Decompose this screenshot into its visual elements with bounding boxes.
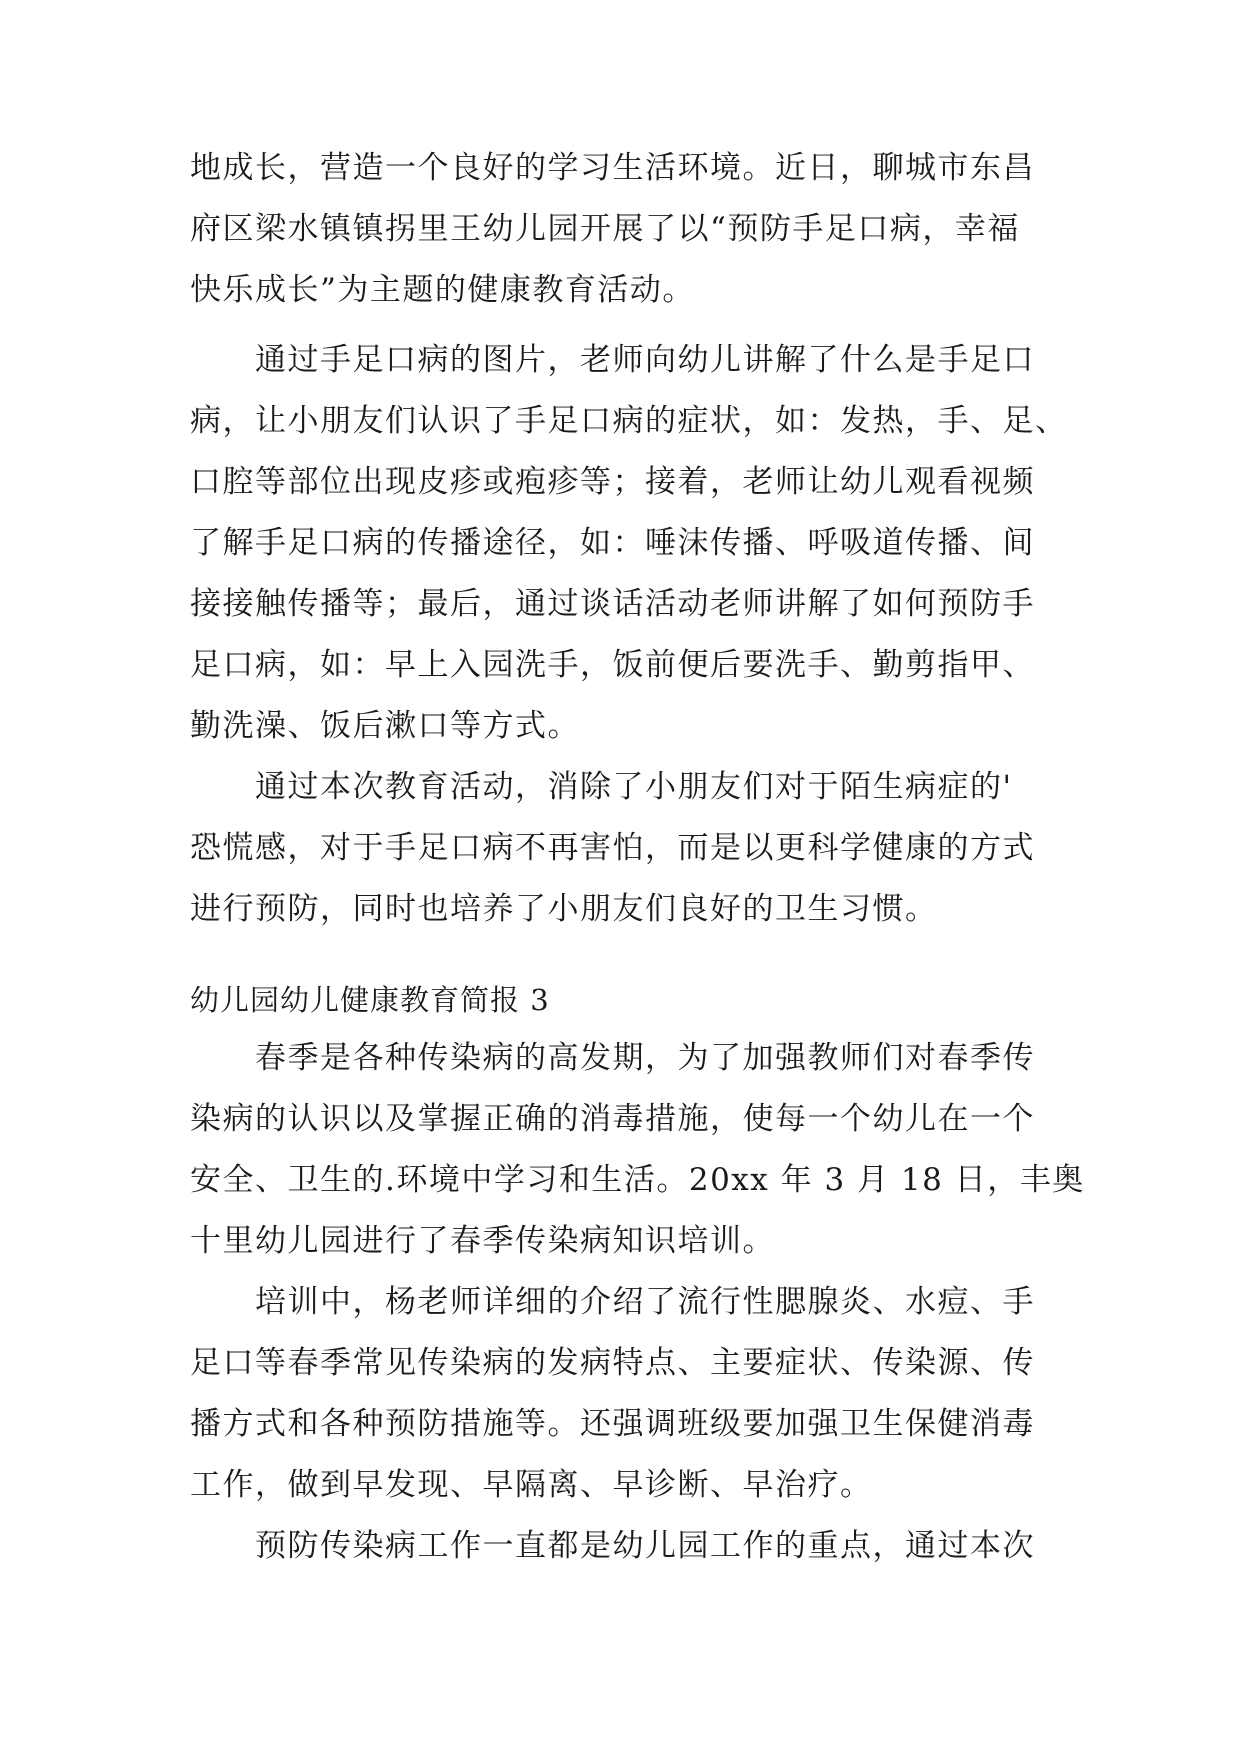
paragraph-line: 染病的认识以及掌握正确的消毒措施，使每一个幼儿在一个 [190,1101,1035,1137]
paragraph-line: 播方式和各种预防措施等。还强调班级要加强卫生保健消毒 [190,1406,1035,1442]
paragraph-line: 进行预防，同时也培养了小朋友们良好的卫生习惯。 [190,891,938,927]
paragraph-line: 预防传染病工作一直都是幼儿园工作的重点，通过本次 [255,1528,1035,1564]
paragraph-line: 府区梁水镇镇拐里王幼儿园开展了以“预防手足口病，幸福 [190,211,1020,247]
paragraph-line: 培训中，杨老师详细的介绍了流行性腮腺炎、水痘、手 [255,1284,1035,1320]
paragraph-line: 快乐成长”为主题的健康教育活动。 [190,272,695,308]
paragraph-line: 通过本次教育活动，消除了小朋友们对于陌生病症的' [255,769,1013,805]
paragraph-line: 恐慌感，对于手足口病不再害怕，而是以更科学健康的方式 [190,830,1035,866]
paragraph-line: 足口等春季常见传染病的发病特点、主要症状、传染源、传 [190,1345,1035,1381]
paragraph-line: 十里幼儿园进行了春季传染病知识培训。 [190,1223,775,1259]
paragraph-line: 口腔等部位出现皮疹或疱疹等；接着，老师让幼儿观看视频 [190,464,1035,500]
paragraph-line: 工作，做到早发现、早隔离、早诊断、早治疗。 [190,1467,873,1503]
paragraph-line: 足口病，如：早上入园洗手，饭前便后要洗手、勤剪指甲、 [190,647,1035,683]
paragraph-line: 病，让小朋友们认识了手足口病的症状，如：发热，手、足、 [190,403,1068,439]
paragraph-line: 春季是各种传染病的高发期，为了加强教师们对春季传 [255,1040,1035,1076]
paragraph-line: 地成长，营造一个良好的学习生活环境。近日，聊城市东昌 [190,150,1035,186]
section-heading: 幼儿园幼儿健康教育简报 3 [190,983,550,1017]
paragraph-line: 安全、卫生的.环境中学习和生活。20xx 年 3 月 18 日，丰奥 [190,1162,1085,1198]
paragraph-line: 了解手足口病的传播途径，如：唾沫传播、呼吸道传播、间 [190,525,1035,561]
paragraph-line: 接接触传播等；最后，通过谈话活动老师讲解了如何预防手 [190,586,1035,622]
paragraph-line: 通过手足口病的图片，老师向幼儿讲解了什么是手足口 [255,342,1035,378]
paragraph-line: 勤洗澡、饭后漱口等方式。 [190,708,580,744]
